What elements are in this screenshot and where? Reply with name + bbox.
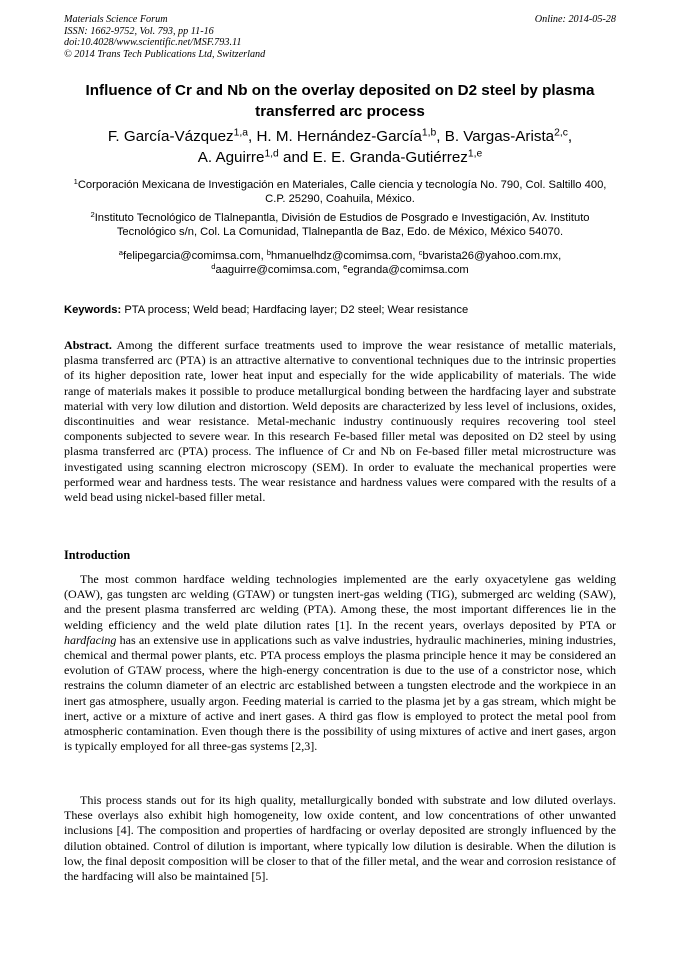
- copyright-line: © 2014 Trans Tech Publications Ltd, Switzerland: [64, 48, 266, 60]
- email-separator: ,: [260, 250, 267, 262]
- introduction-paragraph-2: This process stands out for its high quality, metallurgically bonded with substrate and low diluted overlays. These overlays also exhibit high homogeneity, low oxide content, and low concentrations of other unwanted inclusions [4]. The composition and properties of hardfacing or overlay deposited are strongly influenced by the dilution obtained. Control of dilution is important, where typically low dilution is desirable. When the dilution is low, the final deposit composition will be closer to that of the filler metal, and the wear and corrosion resistance of the hardfacing will also be maintained [5].: [64, 793, 616, 884]
- affiliation-text: Instituto Tecnológico de Tlalnepantla, División de Estudios de Posgrado e Investigación, Av. Instituto Tecnológico s/n, Col. La Comunidad, Tlalnepantla de Baz, Edo. de México, México 54070.: [94, 212, 590, 239]
- email-mark: a: [118, 247, 123, 257]
- doi-line: doi:10.4028/www.scientific.net/MSF.793.11: [64, 37, 242, 49]
- email-link[interactable]: hmanuelhdz@comimsa.com: [271, 250, 413, 262]
- online-date: Online: 2014-05-28: [534, 14, 616, 25]
- author-separator: ,: [567, 128, 573, 145]
- email-mark: e: [343, 262, 348, 272]
- keywords-text: PTA process; Weld bead; Hardfacing layer; D2 steel; Wear resistance: [124, 304, 469, 316]
- affiliation-1: [64, 178, 616, 206]
- author-separator: ,: [436, 128, 445, 145]
- author-name: F. García-Vázquez: [107, 128, 234, 145]
- introduction-paragraph-1: [64, 572, 616, 754]
- journal-name: Materials Science Forum: [64, 14, 168, 25]
- email-separator: ,: [558, 250, 562, 262]
- affiliation-text: Corporación Mexicana de Investigación en Materiales, Calle ciencia y tecnología No. 790, Col. Saltillo 400, C.P. 25290, Coahuila, México.: [77, 179, 607, 206]
- keywords-section: [64, 303, 616, 317]
- author-affiliation-mark: 1,b: [421, 127, 437, 139]
- author-affiliation-mark: 1,e: [467, 148, 483, 160]
- author-affiliation-mark: 2,c: [554, 127, 568, 139]
- author-separator: ,: [247, 128, 257, 145]
- author-name: H. M. Hernández-García: [256, 128, 422, 145]
- author-name: E. E. Granda-Gutiérrez: [312, 149, 468, 166]
- affiliation-mark: 2: [90, 209, 95, 219]
- author-separator: and: [278, 149, 313, 166]
- author-affiliation-mark: 1,d: [264, 148, 279, 160]
- email-mark: d: [211, 262, 216, 272]
- paper-title: [64, 80, 616, 122]
- italic-term: hardfacing: [64, 632, 117, 647]
- abstract-text: Among the different surface treatments used to improve the wear resistance of metallic materials, plasma transferred arc (PTA) is an attractive alternative to conventional techniques due to the intrinsic properties of its higher deposition rate, lower heat input and especially for the wide applicability of materials. The wide range of materials makes it possible to produce metallurgical bonding between the hardfacing layer and substrate material with very low dilution and distortion. Weld deposits are characterized by less level of inclusions, oxides, discontinuities and wear resistance. Metal-mechanic industry continuously requires recovering tool steel components subjected to severe wear. In this research Fe-based filler metal was deposited on D2 steel by using plasma transferred arc (PTA) process. The influence of Cr and Nb on Fe-based filler metal microstructure was investigated using scanning electron microscopy (SEM). In order to evaluate the mechanical properties were performed wear and hardness tests. The wear resistance and hardness values were compared with the results of a weld bead using nickel-based filler metal.: [64, 338, 616, 505]
- abstract-label: Abstract.: [64, 338, 112, 352]
- email-link[interactable]: bvarista26@yahoo.com.mx: [422, 250, 559, 262]
- email-separator: ,: [412, 250, 419, 262]
- journal-header: [64, 14, 616, 60]
- paragraph-text: The most common hardface welding technologies implemented are the early oxyacetylene gas welding (OAW), gas tungsten arc welding (GTAW) or tungsten inert-gas welding (TIG), submerged arc welding (SAW), and the present plasma transferred arc welding (PTA). Among these, the most important differences lie in the welding efficiency and the weld plate dilution rates [1]. In the recent years, overlays deposited by PTA or: [64, 572, 616, 632]
- email-link[interactable]: egranda@comimsa.com: [347, 264, 469, 277]
- abstract-section: [64, 338, 616, 505]
- keywords-label: Keywords:: [64, 304, 122, 316]
- email-mark: c: [418, 247, 423, 257]
- author-emails: [64, 249, 616, 277]
- email-mark: b: [266, 247, 272, 257]
- author-name: B. Vargas-Arista: [444, 128, 555, 145]
- affiliation-mark: 1: [73, 176, 78, 186]
- email-separator: ,: [336, 264, 344, 277]
- email-link[interactable]: aaguirre@comimsa.com: [215, 264, 337, 277]
- email-link[interactable]: felipegarcia@comimsa.com: [123, 250, 261, 262]
- introduction-heading: Introduction: [64, 548, 131, 562]
- author-affiliation-mark: 1,a: [233, 127, 248, 139]
- affiliation-2: [64, 211, 616, 239]
- title-line-2: transferred arc process: [255, 103, 425, 120]
- issn-line: ISSN: 1662-9752, Vol. 793, pp 11-16: [64, 25, 214, 37]
- author-name: A. Aguirre: [197, 149, 265, 166]
- author-list: [64, 126, 616, 168]
- paragraph-text: has an extensive use in applications such as valve industries, hydraulic machineries, mining industries, chemical and thermal power plants, etc. PTA process employs the plasma principle hence it may be considered an evolution of GTAW process, where the high-energy concentration is due to the use of a constrictor nose, which restrains the column diameter of an electric arc established between a tungsten electrode and the workpiece in an inert gas atmosphere, usually argon. Feeding material is carried to the plasma jet by a gas stream, which might be inert, active or a mixture of active and inert gases. A third gas flow is employed to protect the metal pool from atmospheric contamination. Even though there is the possibility of using mixtures of active and inert gases, argon is typically employed for all three-gas systems [2,3].: [64, 632, 616, 754]
- title-line-1: Influence of Cr and Nb on the overlay deposited on D2 steel by plasma: [85, 82, 595, 99]
